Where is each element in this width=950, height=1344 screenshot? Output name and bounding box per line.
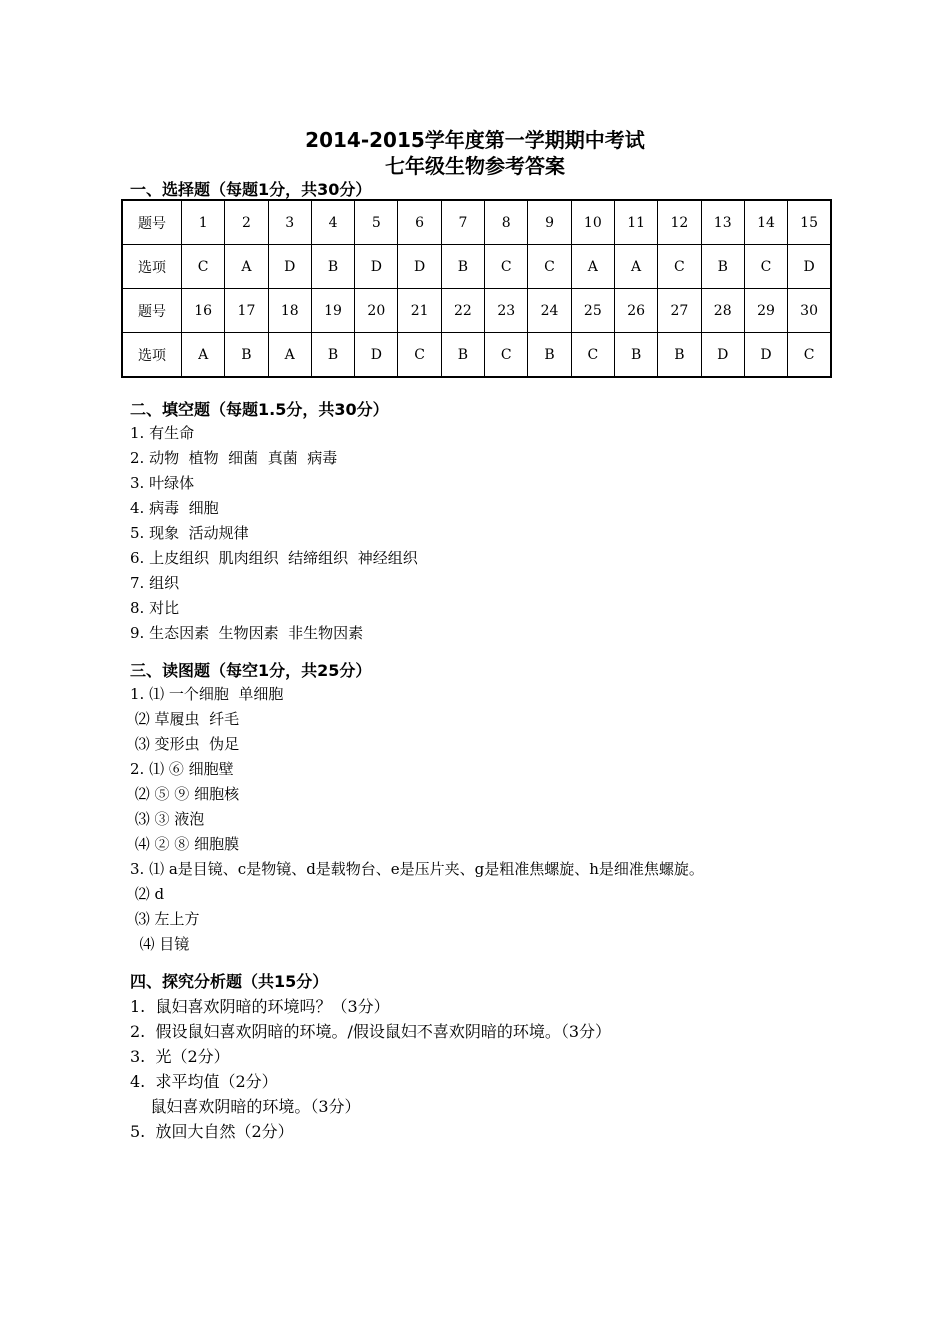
answer-line: ⑶ 左上方 — [130, 910, 200, 928]
table-cell: B — [658, 333, 701, 378]
table-cell: C — [788, 333, 831, 378]
table-cell: 9 — [528, 200, 571, 245]
answer-line: 2. ⑴ ⑥ 细胞壁 — [130, 760, 234, 778]
table-cell: C — [571, 333, 614, 378]
answer-line: 4. 求平均值（2分） — [130, 1072, 278, 1091]
table-cell: 26 — [614, 289, 657, 333]
section1-heading: 一、选择题（每题1分，共30分） — [130, 180, 372, 199]
table-cell: B — [311, 333, 354, 378]
answer-line: ⑵ 草履虫 纤毛 — [130, 710, 240, 728]
table-row-header: 题号 — [122, 200, 182, 245]
answer-line: 1. 鼠妇喜欢阴暗的环境吗？（3分） — [130, 997, 390, 1016]
table-cell: B — [225, 333, 268, 378]
answer-line: 6. 上皮组织 肌肉组织 结缔组织 神经组织 — [130, 549, 418, 567]
table-cell: 2 — [225, 200, 268, 245]
table-cell: B — [311, 245, 354, 289]
table-cell: 17 — [225, 289, 268, 333]
table-cell: C — [485, 245, 528, 289]
answer-line: ⑵ ⑤ ⑨ 细胞核 — [130, 785, 240, 803]
answer-line: ⑶ 变形虫 伪足 — [130, 735, 240, 753]
table-row — [122, 289, 831, 333]
answer-line: 2. 动物 植物 细菌 真菌 病毒 — [130, 449, 338, 467]
table-cell: 25 — [571, 289, 614, 333]
table-cell: 24 — [528, 289, 571, 333]
table-cell: 8 — [485, 200, 528, 245]
page-subtitle: 七年级生物参考答案 — [385, 154, 565, 178]
section2-heading: 二、填空题（每题1.5分，共30分） — [130, 400, 389, 419]
table-cell: D — [744, 333, 787, 378]
table-cell: B — [528, 333, 571, 378]
table-cell: 23 — [485, 289, 528, 333]
table-cell: 15 — [788, 200, 831, 245]
answer-line: 5. 放回大自然（2分） — [130, 1122, 294, 1141]
table-cell: A — [571, 245, 614, 289]
answer-line: 3. 光（2分） — [130, 1047, 230, 1066]
table-cell: 14 — [744, 200, 787, 245]
table-cell: 3 — [268, 200, 311, 245]
answer-line: 7. 组织 — [130, 574, 180, 592]
answer-line: 3. ⑴ a是目镜、c是物镜、d是载物台、e是压片夹、g是粗准焦螺旋、h是细准焦螺旋。 — [130, 860, 704, 878]
answer-line: ⑷ 目镜 — [130, 935, 190, 953]
answer-line: 4. 病毒 细胞 — [130, 499, 219, 517]
answer-line: 9. 生态因素 生物因素 非生物因素 — [130, 624, 364, 642]
table-cell: 13 — [701, 200, 744, 245]
table-cell: 22 — [441, 289, 484, 333]
table-cell: C — [485, 333, 528, 378]
table-cell: C — [398, 333, 441, 378]
table-cell: 18 — [268, 289, 311, 333]
table-cell: 30 — [788, 289, 831, 333]
table-cell: 7 — [441, 200, 484, 245]
table-cell: 27 — [658, 289, 701, 333]
table-cell: 10 — [571, 200, 614, 245]
table-row-header: 题号 — [122, 289, 182, 333]
table-cell: D — [788, 245, 831, 289]
table-cell: A — [268, 333, 311, 378]
table-cell: C — [744, 245, 787, 289]
table-cell: 1 — [182, 200, 225, 245]
table-cell: 5 — [355, 200, 398, 245]
table-cell: B — [441, 245, 484, 289]
table-cell: 12 — [658, 200, 701, 245]
table-cell: B — [701, 245, 744, 289]
answer-line: 1. ⑴ 一个细胞 单细胞 — [130, 685, 284, 703]
table-row-header: 选项 — [122, 245, 182, 289]
answer-line: 鼠妇喜欢阴暗的环境。（3分） — [130, 1097, 361, 1116]
table-cell: D — [701, 333, 744, 378]
table-cell: B — [614, 333, 657, 378]
table-cell: B — [441, 333, 484, 378]
table-cell: 20 — [355, 289, 398, 333]
section4-heading: 四、探究分析题（共15分） — [130, 972, 329, 991]
table-cell: 19 — [311, 289, 354, 333]
table-cell: A — [225, 245, 268, 289]
section3-heading: 三、读图题（每空1分，共25分） — [130, 661, 372, 680]
table-cell: A — [182, 333, 225, 378]
answer-line: 1. 有生命 — [130, 424, 195, 442]
table-cell: 28 — [701, 289, 744, 333]
table-cell: C — [182, 245, 225, 289]
answer-line: ⑶ ③ 液泡 — [130, 810, 205, 828]
table-cell: 6 — [398, 200, 441, 245]
table-cell: 21 — [398, 289, 441, 333]
page-title: 2014-2015学年度第一学期期中考试 — [305, 128, 645, 152]
table-cell: D — [398, 245, 441, 289]
answer-line: 3. 叶绿体 — [130, 474, 195, 492]
table-cell: D — [355, 333, 398, 378]
table-cell: A — [614, 245, 657, 289]
table-cell: D — [268, 245, 311, 289]
table-cell: C — [528, 245, 571, 289]
answer-line: 2. 假设鼠妇喜欢阴暗的环境。/假设鼠妇不喜欢阴暗的环境。（3分） — [130, 1022, 612, 1041]
multiple-choice-answer-table — [121, 199, 832, 378]
answer-line: 5. 现象 活动规律 — [130, 524, 249, 542]
answer-line: ⑷ ② ⑧ 细胞膜 — [130, 835, 240, 853]
table-cell: 29 — [744, 289, 787, 333]
answer-line: ⑵ d — [130, 885, 165, 903]
table-cell: 4 — [311, 200, 354, 245]
table-row — [122, 245, 831, 289]
table-row-header: 选项 — [122, 333, 182, 378]
table-cell: 11 — [614, 200, 657, 245]
table-cell: D — [355, 245, 398, 289]
table-row — [122, 200, 831, 245]
answer-line: 8. 对比 — [130, 599, 180, 617]
table-row — [122, 333, 831, 378]
table-cell: 16 — [182, 289, 225, 333]
table-cell: C — [658, 245, 701, 289]
